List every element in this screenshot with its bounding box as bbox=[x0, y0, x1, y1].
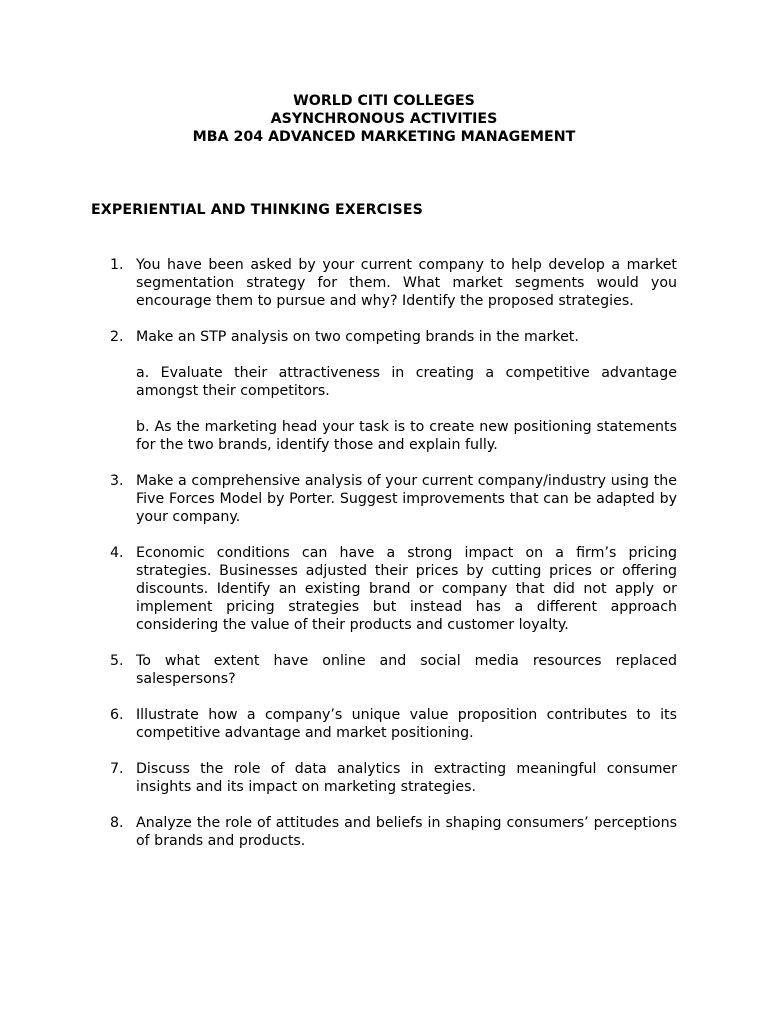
section-title: EXPERIENTIAL AND THINKING EXERCISES bbox=[91, 202, 423, 218]
item-text: Analyze the role of attitudes and beliefs in shaping consumers’ perceptions of brands and products. bbox=[136, 815, 677, 849]
item-text: Make a comprehensive analysis of your current company/industry using the Five Forces Model by Porter. Suggest improvements that can be adapted by your company. bbox=[136, 473, 677, 525]
list-item bbox=[0, 328, 768, 454]
list-item bbox=[0, 544, 768, 634]
item-text: Illustrate how a company’s unique value proposition contributes to its competitive advantage and market positioning. bbox=[136, 707, 677, 741]
item-number: 7. bbox=[110, 761, 124, 777]
item-number: 8. bbox=[110, 815, 124, 831]
item-text: You have been asked by your current company to help develop a market segmentation strategy for them. What market segments would you encourage them to pursue and why? Identify the proposed strategies. bbox=[136, 257, 677, 309]
college-name: WORLD CITI COLLEGES bbox=[293, 93, 475, 109]
list-item bbox=[0, 472, 768, 526]
list-item bbox=[0, 706, 768, 742]
item-number: 2. bbox=[110, 329, 124, 345]
item-number: 6. bbox=[110, 707, 124, 723]
list-item bbox=[0, 256, 768, 310]
exercise-list bbox=[0, 256, 768, 868]
item-text: To what extent have online and social media resources replaced salespersons? bbox=[136, 653, 677, 687]
course-title: MBA 204 ADVANCED MARKETING MANAGEMENT bbox=[192, 129, 576, 145]
sub-item-a: a. Evaluate their attractiveness in creating a competitive advantage amongst their competitors. bbox=[136, 365, 677, 399]
item-number: 1. bbox=[110, 257, 124, 273]
item-text: Make an STP analysis on two competing brands in the market. bbox=[136, 329, 579, 345]
item-text: Discuss the role of data analytics in extracting meaningful consumer insights and its impact on marketing strategies. bbox=[136, 761, 677, 795]
list-item bbox=[0, 760, 768, 796]
sub-item-b: b. As the marketing head your task is to create new positioning statements for the two brands, identify those and explain fully. bbox=[136, 419, 677, 453]
item-number: 5. bbox=[110, 653, 124, 669]
item-number: 3. bbox=[110, 473, 124, 489]
document-header bbox=[0, 92, 768, 146]
item-text: Economic conditions can have a strong impact on a firm’s pricing strategies. Businesses adjusted their prices by cutting prices or offering discounts. Identify an existing brand or company that did not apply or implement pricing strategies but instead has a different approach considering the value of their products and customer loyalty. bbox=[136, 545, 677, 633]
activity-type: ASYNCHRONOUS ACTIVITIES bbox=[270, 111, 498, 127]
item-number: 4. bbox=[110, 545, 124, 561]
list-item bbox=[0, 652, 768, 688]
list-item bbox=[0, 814, 768, 850]
